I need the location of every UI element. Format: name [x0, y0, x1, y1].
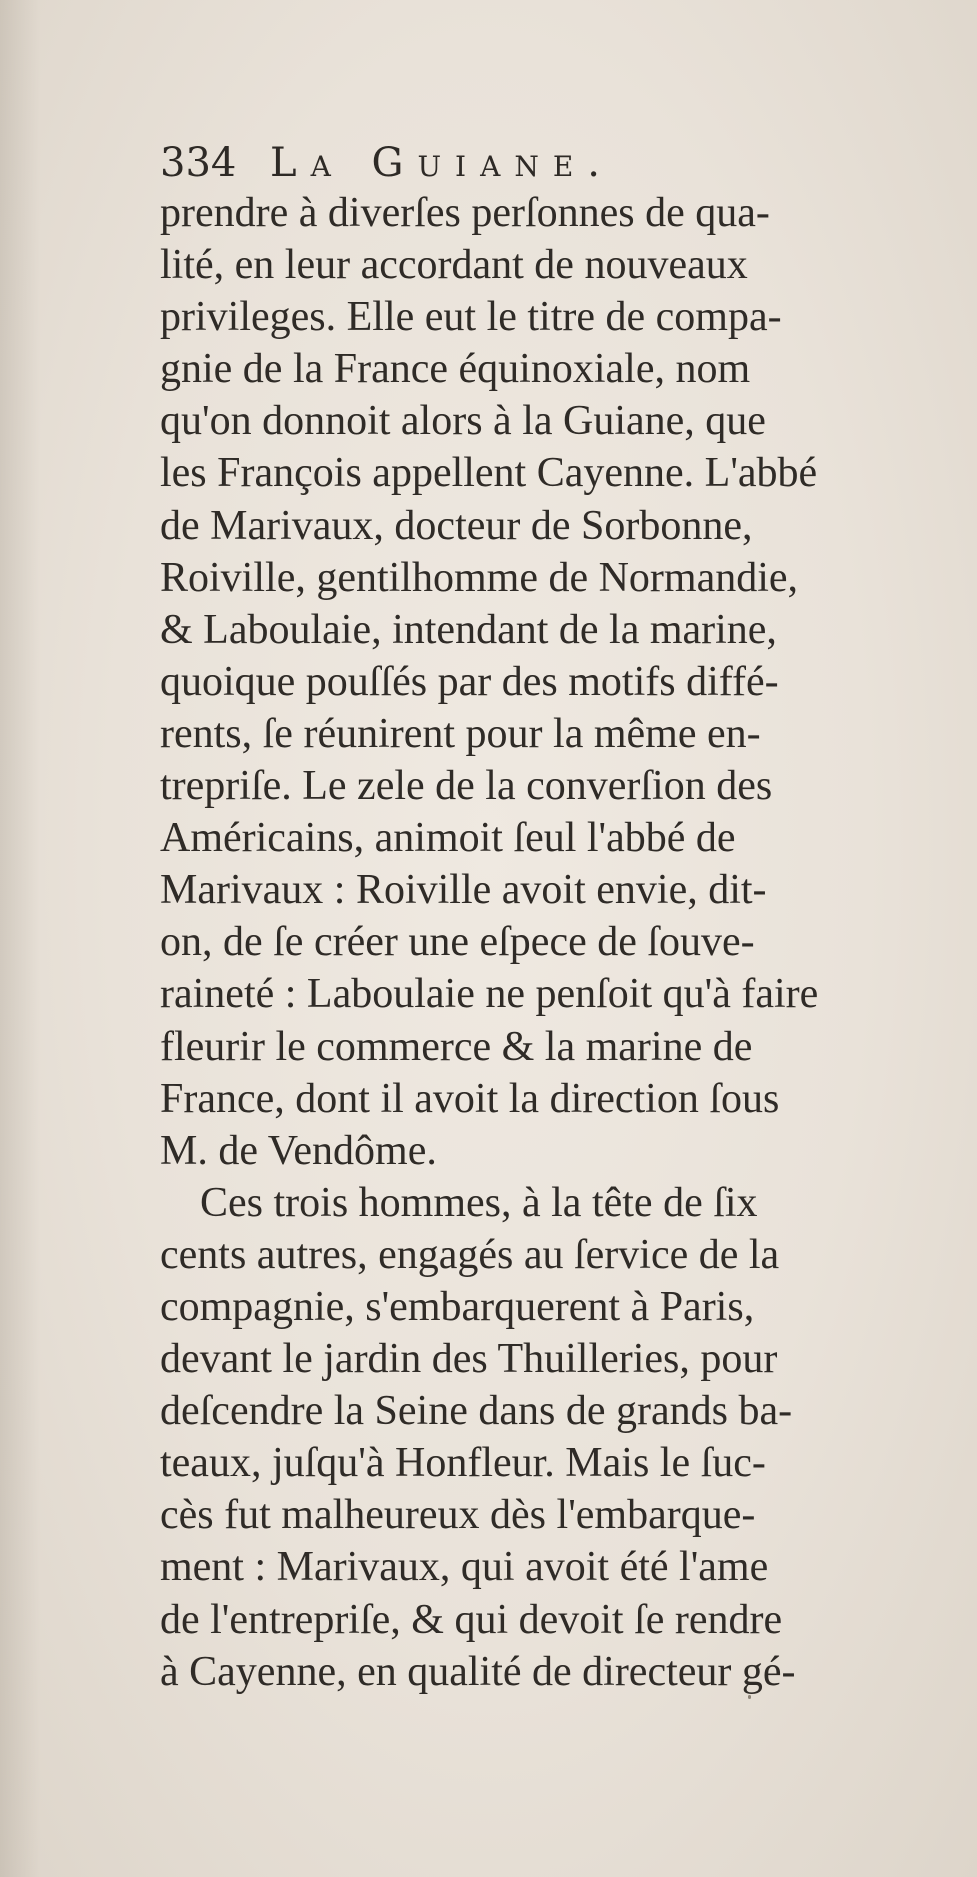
- text-line: cès fut malheureux dès l'embarque-: [160, 1492, 756, 1539]
- paper-speck: [748, 1695, 751, 1699]
- text-line: on, de ſe créer une eſpece de ſouve-: [160, 919, 755, 966]
- text-line: teaux, juſqu'à Honfleur. Mais le ſuc-: [160, 1440, 766, 1487]
- text-line: prendre à diverſes perſonnes de qua-: [160, 190, 770, 236]
- gutter-shadow: [0, 0, 40, 1877]
- text-line: trepriſe. Le zele de la converſion des: [160, 763, 773, 810]
- text-line: privileges. Elle eut le titre de compa-: [160, 294, 782, 341]
- text-line: les François appellent Cayenne. L'abbé: [160, 450, 818, 497]
- text-line: ment : Marivaux, qui avoit été l'ame: [160, 1544, 769, 1591]
- running-head: [160, 138, 780, 188]
- body-text: [160, 187, 940, 1698]
- text-line: à Cayenne, en qualité de directeur gé-: [160, 1648, 796, 1695]
- running-title: La Guiane.: [270, 140, 614, 186]
- text-line: compagnie, s'embarquerent à Paris,: [160, 1283, 755, 1330]
- text-line: & Laboulaie, intendant de la marine,: [160, 606, 777, 653]
- text-line: M. de Vendôme.: [160, 1127, 437, 1174]
- text-line: Marivaux : Roiville avoit envie, dit-: [160, 867, 767, 914]
- text-line: Américains, animoit ſeul l'abbé de: [160, 815, 736, 862]
- text-line: gnie de la France équinoxiale, nom: [160, 346, 751, 393]
- text-line: lité, en leur accordant de nouveaux: [160, 242, 748, 289]
- text-line: Roiville, gentilhomme de Normandie,: [160, 554, 799, 601]
- paragraph-start-line: Ces trois hommes, à la tête de ſix: [200, 1179, 758, 1226]
- text-line: raineté : Laboulaie ne penſoit qu'à faire: [160, 971, 819, 1018]
- page-number: 334: [160, 140, 237, 186]
- text-line: qu'on donnoit alors à la Guiane, que: [160, 398, 766, 445]
- text-line: devant le jardin des Thuilleries, pour: [160, 1336, 778, 1383]
- text-line: de l'entrepriſe, & qui devoit ſe rendre: [160, 1596, 783, 1643]
- text-line: deſcendre la Seine dans de grands ba-: [160, 1388, 793, 1435]
- text-line: France, dont il avoit la direction ſous: [160, 1075, 780, 1122]
- text-line: rents, ſe réunirent pour la même en-: [160, 710, 761, 757]
- text-line: cents autres, engagés au ſervice de la: [160, 1231, 780, 1278]
- text-line: fleurir le commerce & la marine de: [160, 1023, 753, 1070]
- text-line: de Marivaux, docteur de Sorbonne,: [160, 502, 753, 549]
- text-line: quoique pouſſés par des motifs diffé-: [160, 658, 779, 705]
